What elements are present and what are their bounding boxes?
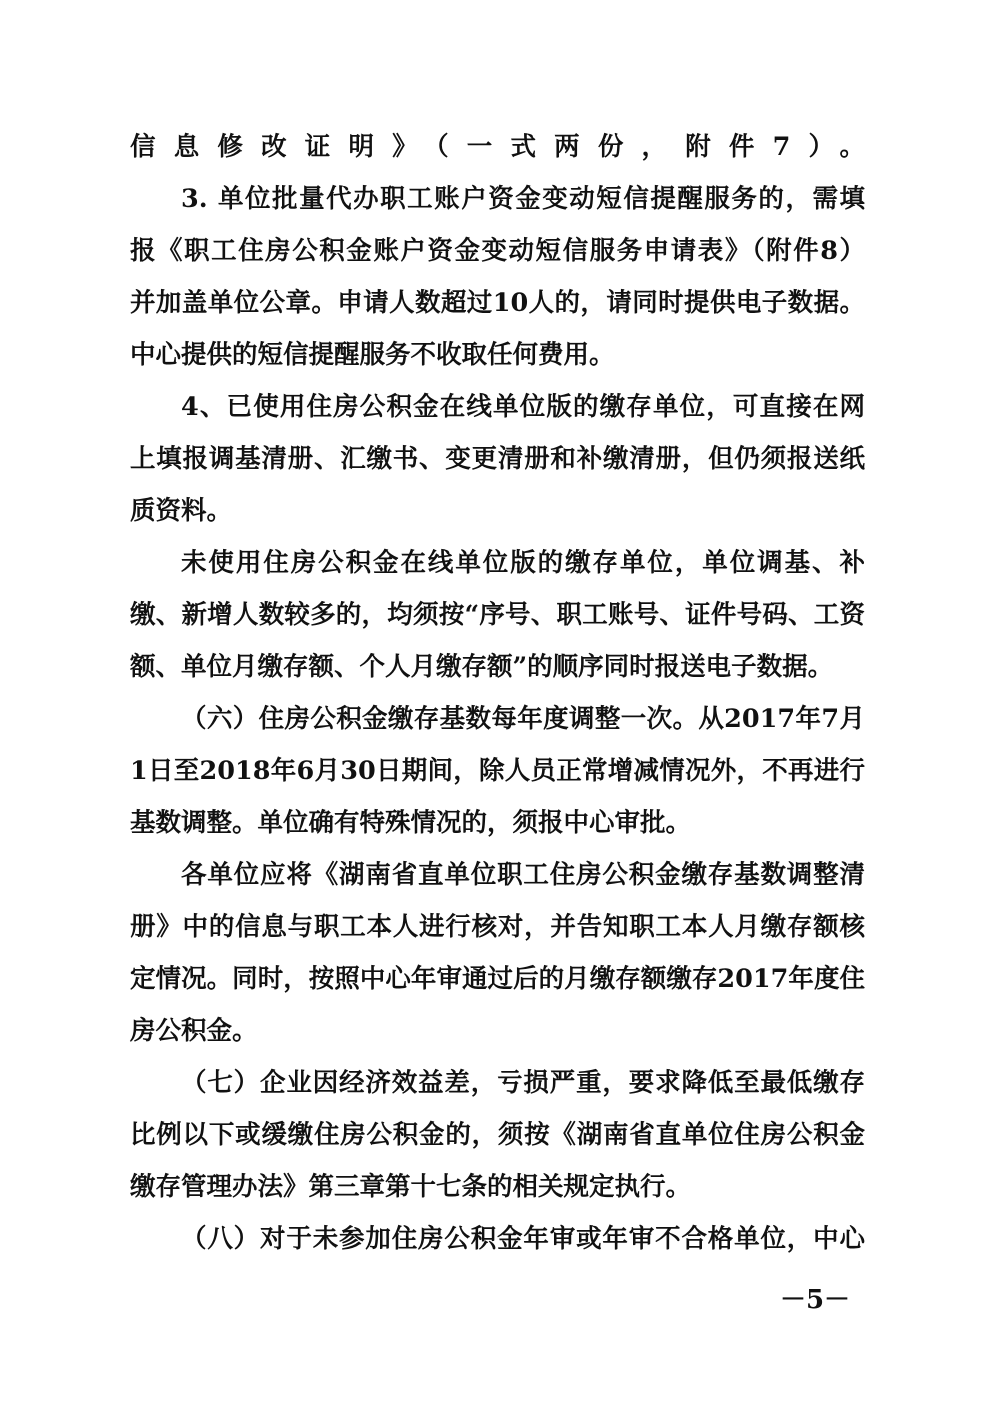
text-line-11: 额、单位月缴存额、个人月缴存额”的顺序同时报送电子数据。 [130, 652, 834, 682]
text-line-7: 上填报调基清册、汇缴书、变更清册和补缴清册，但仍须报送纸 [130, 444, 865, 474]
text-line-9: 未使用住房公积金在线单位版的缴存单位，单位调基、补 [181, 548, 865, 578]
text-line-17: 定情况。同时，按照中心年审通过后的月缴存额缴存2017年度住 [130, 964, 865, 994]
text-line-1: 信息修改证明》（一式两份，附件7）。 [130, 132, 865, 162]
text-line-20: 比例以下或缓缴住房公积金的，须按《湖南省直单位住房公积金 [130, 1120, 865, 1150]
text-line-18: 房公积金。 [130, 1016, 258, 1046]
text-line-8: 质资料。 [130, 496, 233, 526]
text-line-2: 3. 单位批量代办职工账户资金变动短信提醒服务的，需填 [181, 184, 865, 214]
text-line-12: （六）住房公积金缴存基数每年度调整一次。从2017年7月 [181, 704, 865, 734]
text-line-13: 1日至2018年6月30日期间，除人员正常增减情况外，不再进行 [130, 756, 865, 786]
text-line-6: 4、已使用住房公积金在线单位版的缴存单位，可直接在网 [181, 392, 865, 422]
text-line-3: 报《职工住房公积金账户资金变动短信服务申请表》（附件8） [130, 236, 865, 266]
text-line-10: 缴、新增人数较多的，均须按“序号、职工账号、证件号码、工资 [130, 600, 865, 630]
text-line-21: 缴存管理办法》第三章第十七条的相关规定执行。 [130, 1172, 692, 1202]
text-line-19: （七）企业因经济效益差，亏损严重，要求降低至最低缴存 [181, 1068, 865, 1098]
text-line-4: 并加盖单位公章。申请人数超过10人的，请同时提供电子数据。 [130, 288, 865, 318]
text-line-5: 中心提供的短信提醒服务不收取任何费用。 [130, 340, 615, 370]
text-line-22: （八）对于未参加住房公积金年审或年审不合格单位，中心 [181, 1224, 865, 1254]
text-line-14: 基数调整。单位确有特殊情况的，须报中心审批。 [130, 808, 692, 838]
page-number: －5－ [779, 1285, 851, 1315]
text-line-15: 各单位应将《湖南省直单位职工住房公积金缴存基数调整清 [181, 860, 865, 890]
text-line-16: 册》中的信息与职工本人进行核对，并告知职工本人月缴存额核 [130, 912, 865, 942]
